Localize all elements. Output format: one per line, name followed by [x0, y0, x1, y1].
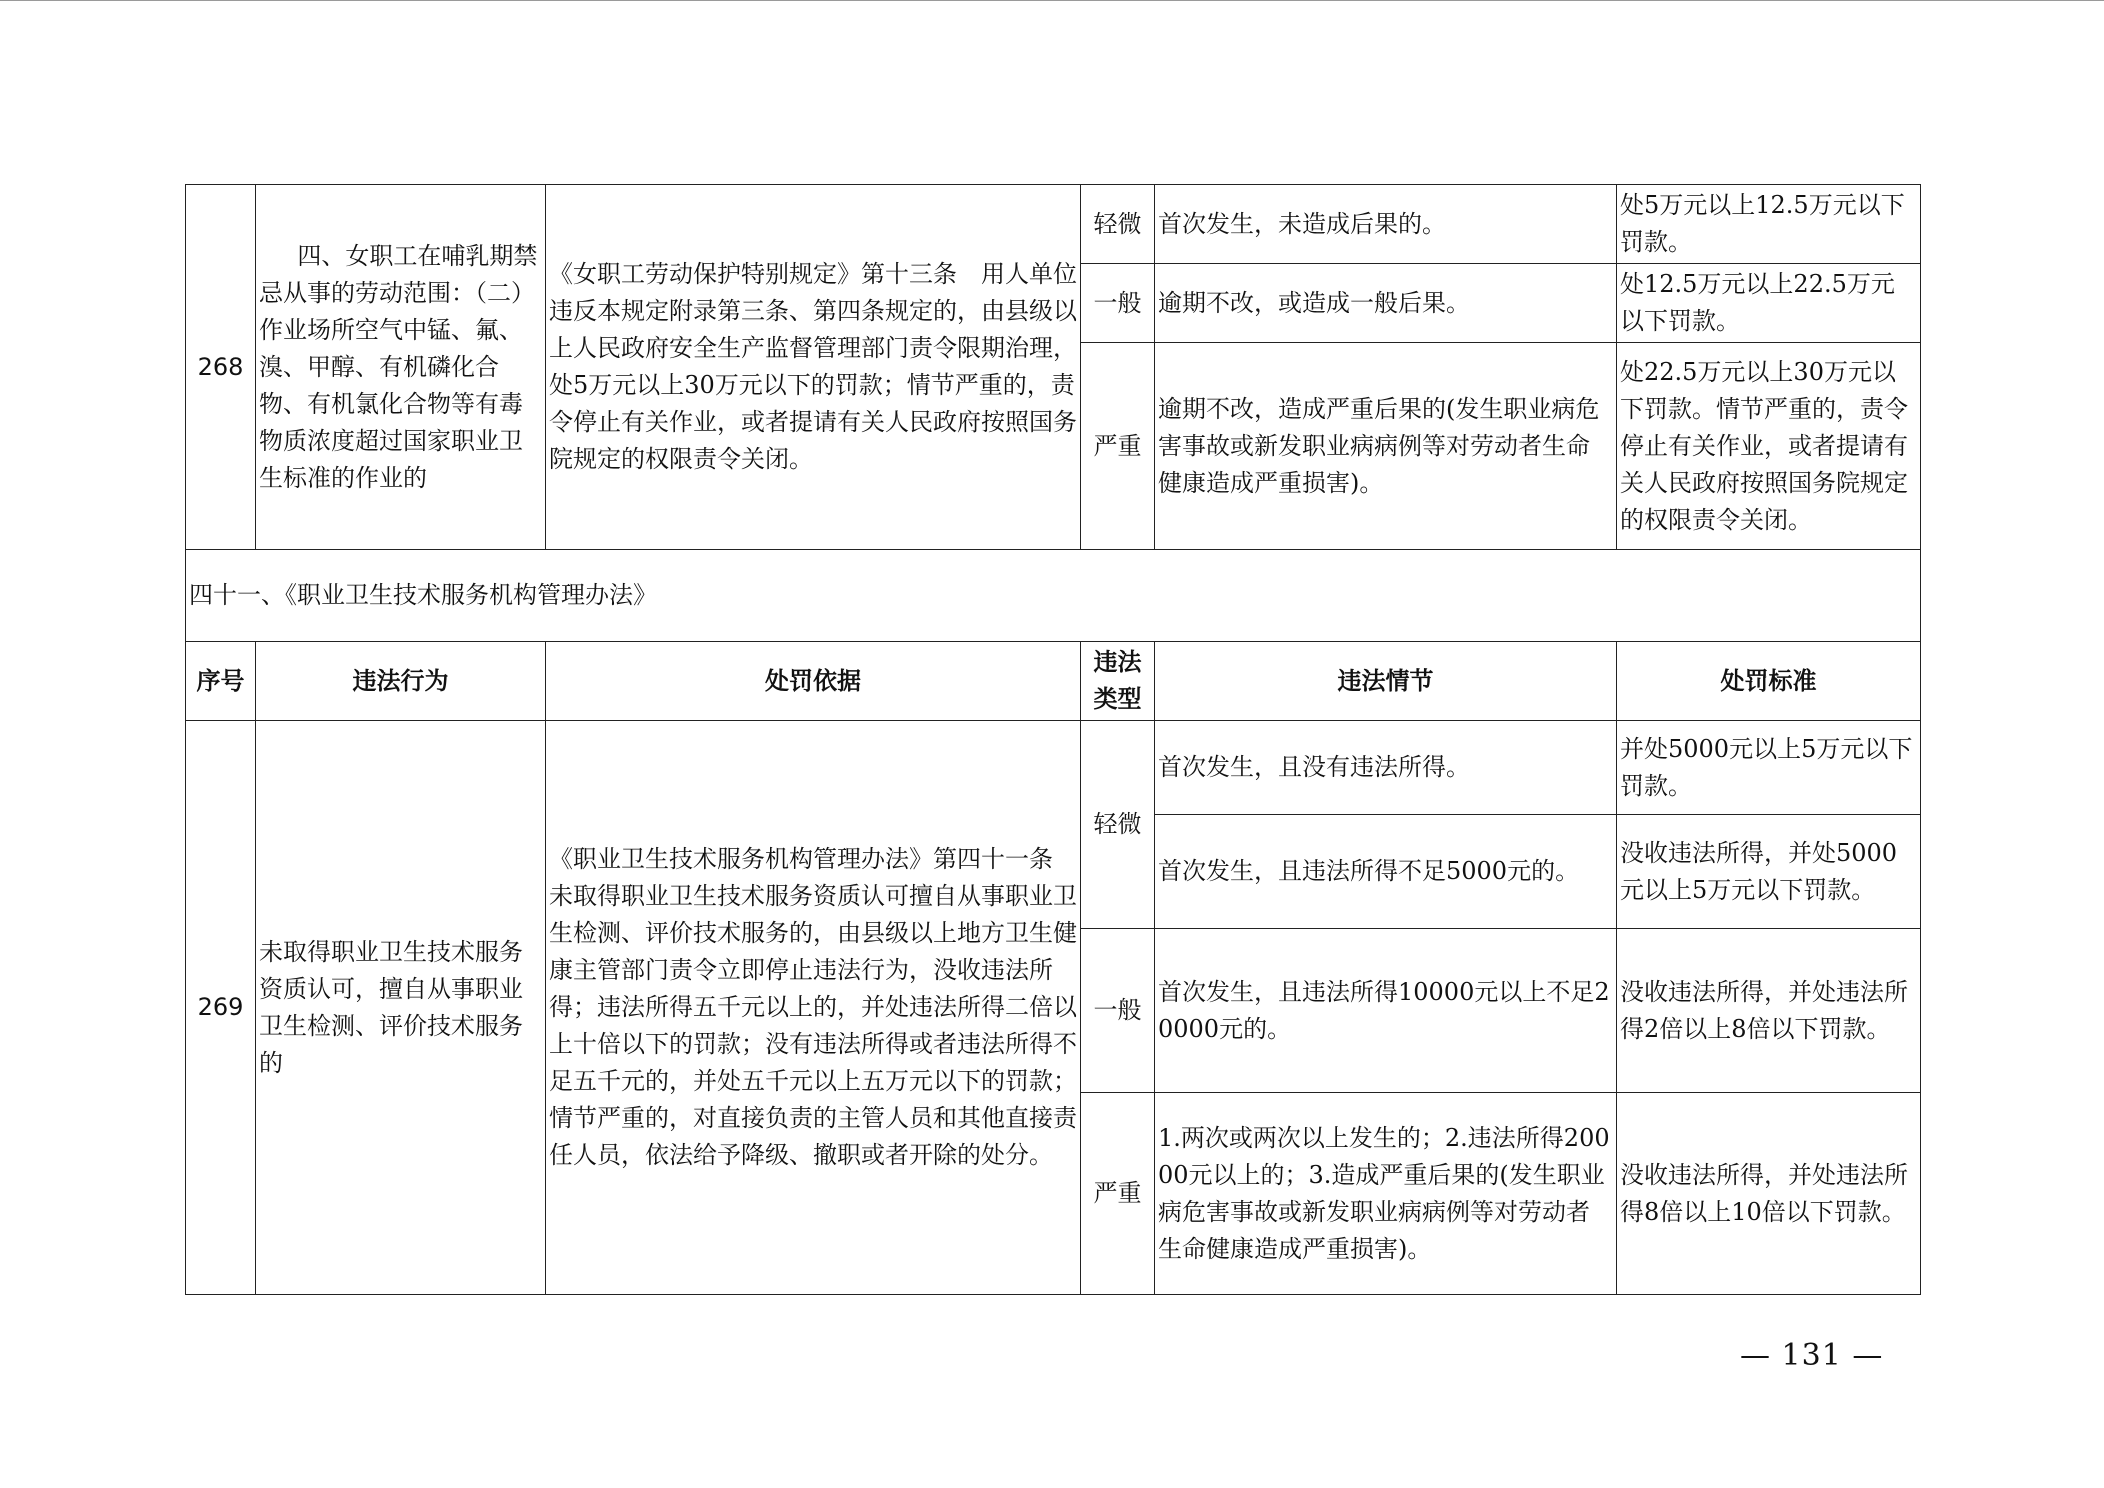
header-behavior: 违法行为: [256, 642, 546, 721]
row-number-268: 268: [186, 185, 256, 550]
header-basis: 处罚依据: [546, 642, 1081, 721]
violation-circumstance-269-general: 首次发生，且违法所得10000元以上不足20000元的。: [1155, 929, 1617, 1093]
violation-circumstance-268-minor: 首次发生，未造成后果的。: [1155, 185, 1617, 264]
violation-type-serious-268: 严重: [1081, 343, 1155, 550]
violation-circumstance-269-minor-b: 首次发生，且违法所得不足5000元的。: [1155, 815, 1617, 929]
penalty-table: [185, 184, 1921, 1295]
penalty-standard-269-minor-a: 并处5000元以上5万元以下罚款。: [1617, 721, 1921, 815]
violation-circumstance-268-general: 逾期不改，或造成一般后果。: [1155, 264, 1617, 343]
penalty-basis-268: 《女职工劳动保护特别规定》第十三条 用人单位违反本规定附录第三条、第四条规定的，由县级以上人民政府安全生产监督管理部门责令限期治理，处5万元以上30万元以下的罚款；情节严重的，责令停止有关作业，或者提请有关人民政府按照国务院规定的权限责令关闭。: [546, 185, 1081, 550]
violation-circumstance-269-minor-a: 首次发生，且没有违法所得。: [1155, 721, 1617, 815]
header-circumstance: 违法情节: [1155, 642, 1617, 721]
row-number-269: 269: [186, 721, 256, 1295]
header-no: 序号: [186, 642, 256, 721]
violation-circumstance-268-serious: 逾期不改，造成严重后果的(发生职业病危害事故或新发职业病病例等对劳动者生命健康造成严重损害)。: [1155, 343, 1617, 550]
header-type: 违法类型: [1081, 642, 1155, 721]
penalty-standard-269-general: 没收违法所得，并处违法所得2倍以上8倍以下罚款。: [1617, 929, 1921, 1093]
violation-type-general-268: 一般: [1081, 264, 1155, 343]
violation-behavior-268: 四、女职工在哺乳期禁忌从事的劳动范围：（二）作业场所空气中锰、氟、溴、甲醇、有机磷化合物、有机氯化合物等有毒物质浓度超过国家职业卫生标准的作业的: [256, 185, 546, 550]
penalty-basis-269: 《职业卫生技术服务机构管理办法》第四十一条 未取得职业卫生技术服务资质认可擅自从事职业卫生检测、评价技术服务的，由县级以上地方卫生健康主管部门责令立即停止违法行为，没收违法所得；违法所得五千元以上的，并处违法所得二倍以上十倍以下的罚款；没有违法所得或者违法所得不足五千元的，并处五千元以上五万元以下的罚款；情节严重的，对直接负责的主管人员和其他直接责任人员，依法给予降级、撤职或者开除的处分。: [546, 721, 1081, 1295]
violation-type-general-269: 一般: [1081, 929, 1155, 1093]
top-border-line: [0, 0, 2104, 1]
table-row-268-minor: [186, 185, 1921, 264]
penalty-standard-268-general: 处12.5万元以上22.5万元以下罚款。: [1617, 264, 1921, 343]
table-header-row: [186, 642, 1921, 721]
violation-type-minor-269: 轻微: [1081, 721, 1155, 929]
header-penalty: 处罚标准: [1617, 642, 1921, 721]
violation-type-serious-269: 严重: [1081, 1093, 1155, 1295]
page-number: — 131 —: [1740, 1338, 1884, 1373]
penalty-standard-269-serious: 没收违法所得，并处违法所得8倍以上10倍以下罚款。: [1617, 1093, 1921, 1295]
section-title-row: [186, 550, 1921, 642]
violation-type-minor-268: 轻微: [1081, 185, 1155, 264]
section-title: 四十一、《职业卫生技术服务机构管理办法》: [186, 550, 1921, 642]
penalty-standard-268-serious: 处22.5万元以上30万元以下罚款。情节严重的，责令停止有关作业，或者提请有关人民政府按照国务院规定的权限责令关闭。: [1617, 343, 1921, 550]
violation-behavior-269: 未取得职业卫生技术服务资质认可，擅自从事职业卫生检测、评价技术服务的: [256, 721, 546, 1295]
violation-circumstance-269-serious: 1.两次或两次以上发生的；2.违法所得20000元以上的；3.造成严重后果的(发生职业病危害事故或新发职业病病例等对劳动者生命健康造成严重损害)。: [1155, 1093, 1617, 1295]
table-row-269-minor-a: [186, 721, 1921, 815]
penalty-standard-268-minor: 处5万元以上12.5万元以下罚款。: [1617, 185, 1921, 264]
penalty-standard-269-minor-b: 没收违法所得，并处5000元以上5万元以下罚款。: [1617, 815, 1921, 929]
